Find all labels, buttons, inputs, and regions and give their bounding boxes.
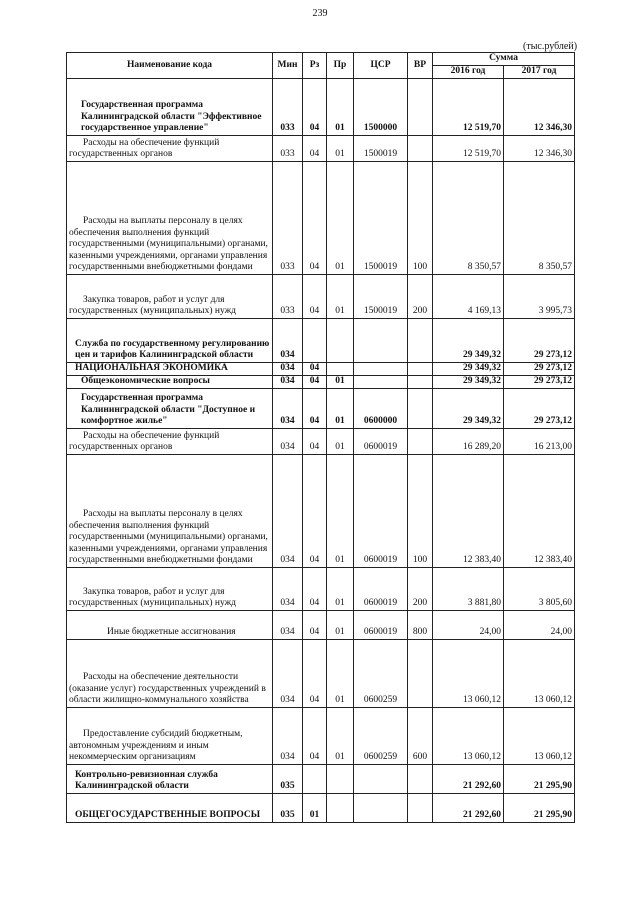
row-sum-2017: 29 273,12 [504, 362, 575, 375]
row-min: 034 [273, 610, 303, 639]
row-rz: 04 [303, 78, 327, 135]
row-name: Расходы на выплаты персоналу в целях обеспечения выполнения функций государственными (муниципальными) органами, казенными учреждениями, органами управления государственными внебюджетными фондами [67, 454, 273, 567]
row-csr: 1500000 [354, 78, 408, 135]
row-sum-2017: 21 295,90 [504, 764, 575, 793]
row-vr [408, 639, 433, 707]
row-rz: 04 [303, 135, 327, 161]
row-vr: 600 [408, 707, 433, 764]
row-csr: 1500019 [354, 161, 408, 274]
row-vr [408, 135, 433, 161]
row-sum-2016: 24,00 [433, 610, 504, 639]
page-number: 239 [312, 8, 328, 19]
row-min: 035 [273, 793, 303, 822]
row-vr [408, 375, 433, 388]
row-pr: 01 [327, 610, 354, 639]
header-pr: Пр [327, 53, 354, 79]
table-row [67, 567, 575, 610]
row-csr: 1500019 [354, 274, 408, 318]
row-rz [303, 764, 327, 793]
row-pr [327, 793, 354, 822]
row-csr [354, 764, 408, 793]
row-sum-2017: 8 350,57 [504, 161, 575, 274]
row-min: 033 [273, 161, 303, 274]
row-sum-2016: 16 289,20 [433, 428, 504, 454]
row-min: 034 [273, 707, 303, 764]
row-sum-2017: 3 995,73 [504, 274, 575, 318]
table-row [67, 375, 575, 388]
row-rz: 04 [303, 161, 327, 274]
row-csr [354, 362, 408, 375]
row-sum-2017: 24,00 [504, 610, 575, 639]
row-pr: 01 [327, 78, 354, 135]
row-sum-2016: 4 169,13 [433, 274, 504, 318]
row-rz: 04 [303, 610, 327, 639]
row-csr [354, 793, 408, 822]
header-2017: 2017 год [504, 65, 575, 78]
row-pr [327, 764, 354, 793]
row-pr [327, 318, 354, 362]
row-sum-2017: 12 383,40 [504, 454, 575, 567]
row-min: 034 [273, 567, 303, 610]
row-rz: 04 [303, 707, 327, 764]
header-sum: Сумма [433, 53, 575, 66]
row-sum-2017: 21 295,90 [504, 793, 575, 822]
row-sum-2016: 8 350,57 [433, 161, 504, 274]
row-csr: 0600259 [354, 639, 408, 707]
header-min: Мин [273, 53, 303, 79]
table-row [67, 362, 575, 375]
header-csr: ЦСР [354, 53, 408, 79]
row-min: 033 [273, 78, 303, 135]
row-csr: 0600019 [354, 610, 408, 639]
row-sum-2017: 3 805,60 [504, 567, 575, 610]
row-vr [408, 764, 433, 793]
row-min: 034 [273, 454, 303, 567]
row-sum-2016: 13 060,12 [433, 707, 504, 764]
row-name: Расходы на обеспечение функций государственных органов [67, 135, 273, 161]
row-sum-2016: 12 519,70 [433, 135, 504, 161]
row-sum-2016: 3 881,80 [433, 567, 504, 610]
row-csr: 0600259 [354, 707, 408, 764]
row-csr: 1500019 [354, 135, 408, 161]
row-sum-2017: 12 346,30 [504, 78, 575, 135]
row-vr: 200 [408, 274, 433, 318]
table-row [67, 454, 575, 567]
header-name: Наименование кода [67, 53, 273, 79]
row-pr: 01 [327, 639, 354, 707]
row-sum-2016: 21 292,60 [433, 793, 504, 822]
row-name: Иные бюджетные ассигнования [67, 610, 273, 639]
row-csr: 0600000 [354, 388, 408, 428]
table-row [67, 610, 575, 639]
table-row [67, 793, 575, 822]
row-name: Расходы на обеспечение деятельности (оказание услуг) государственных учреждений в области жилищно-коммунального хозяйства [67, 639, 273, 707]
row-pr: 01 [327, 428, 354, 454]
row-rz: 04 [303, 388, 327, 428]
row-csr: 0600019 [354, 428, 408, 454]
row-name: Государственная программа Калининградской области "Доступное и комфортное жилье" [67, 388, 273, 428]
row-name: Предоставление субсидий бюджетным, автономным учреждениям и иным некоммерческим организациям [67, 707, 273, 764]
table-row [67, 318, 575, 362]
row-sum-2016: 12 519,70 [433, 78, 504, 135]
row-sum-2017: 12 346,30 [504, 135, 575, 161]
row-rz: 04 [303, 428, 327, 454]
row-rz: 04 [303, 454, 327, 567]
row-rz: 04 [303, 274, 327, 318]
row-rz: 04 [303, 375, 327, 388]
row-vr [408, 78, 433, 135]
row-rz: 04 [303, 639, 327, 707]
row-vr: 200 [408, 567, 433, 610]
table-row [67, 764, 575, 793]
row-name: НАЦИОНАЛЬНАЯ ЭКОНОМИКА [67, 362, 273, 375]
table-row [67, 707, 575, 764]
row-pr: 01 [327, 161, 354, 274]
table-row [67, 388, 575, 428]
row-name: Закупка товаров, работ и услуг для государственных (муниципальных) нужд [67, 567, 273, 610]
row-csr [354, 375, 408, 388]
row-pr [327, 362, 354, 375]
row-csr: 0600019 [354, 567, 408, 610]
table-row [67, 274, 575, 318]
row-sum-2016: 12 383,40 [433, 454, 504, 567]
row-pr: 01 [327, 135, 354, 161]
row-name: Расходы на обеспечение функций государственных органов [67, 428, 273, 454]
row-min: 033 [273, 274, 303, 318]
table-row [67, 639, 575, 707]
row-rz: 04 [303, 362, 327, 375]
row-name: Государственная программа Калининградской области "Эффективное государственное управление" [67, 78, 273, 135]
row-vr [408, 793, 433, 822]
row-sum-2017: 29 273,12 [504, 318, 575, 362]
row-pr: 01 [327, 274, 354, 318]
table-row [67, 78, 575, 135]
row-csr: 0600019 [354, 454, 408, 567]
table-row [67, 161, 575, 274]
row-sum-2016: 13 060,12 [433, 639, 504, 707]
row-rz: 04 [303, 567, 327, 610]
row-name: Общеэкономические вопросы [67, 375, 273, 388]
row-sum-2016: 21 292,60 [433, 764, 504, 793]
row-vr: 100 [408, 454, 433, 567]
row-sum-2017: 13 060,12 [504, 707, 575, 764]
row-vr [408, 428, 433, 454]
row-sum-2017: 29 273,12 [504, 375, 575, 388]
row-sum-2016: 29 349,32 [433, 362, 504, 375]
row-pr: 01 [327, 567, 354, 610]
table-row [67, 135, 575, 161]
row-sum-2016: 29 349,32 [433, 318, 504, 362]
row-min: 034 [273, 362, 303, 375]
row-sum-2017: 16 213,00 [504, 428, 575, 454]
row-name: Служба по государственному регулированию цен и тарифов Калининградской области [67, 318, 273, 362]
row-pr: 01 [327, 375, 354, 388]
row-min: 034 [273, 318, 303, 362]
row-sum-2017: 29 273,12 [504, 388, 575, 428]
row-min: 034 [273, 639, 303, 707]
row-name: ОБЩЕГОСУДАРСТВЕННЫЕ ВОПРОСЫ [67, 793, 273, 822]
row-name: Расходы на выплаты персоналу в целях обеспечения выполнения функций государственными (муниципальными) органами, казенными учреждениями, органами управления государственными внебюджетными фондами [67, 161, 273, 274]
row-sum-2016: 29 349,32 [433, 388, 504, 428]
header-2016: 2016 год [433, 65, 504, 78]
row-rz [303, 318, 327, 362]
row-sum-2016: 29 349,32 [433, 375, 504, 388]
row-name: Закупка товаров, работ и услуг для государственных (муниципальных) нужд [67, 274, 273, 318]
row-vr: 100 [408, 161, 433, 274]
row-vr [408, 362, 433, 375]
row-vr [408, 318, 433, 362]
row-csr [354, 318, 408, 362]
budget-table [66, 52, 575, 823]
row-pr: 01 [327, 454, 354, 567]
units-label: (тыс.рублей) [523, 41, 578, 52]
row-vr: 800 [408, 610, 433, 639]
row-vr [408, 388, 433, 428]
table-row [67, 428, 575, 454]
row-pr: 01 [327, 388, 354, 428]
row-min: 034 [273, 428, 303, 454]
header-rz: Рз [303, 53, 327, 79]
row-name: Контрольно-ревизионная служба Калининградской области [67, 764, 273, 793]
row-rz: 01 [303, 793, 327, 822]
row-min: 035 [273, 764, 303, 793]
row-min: 034 [273, 375, 303, 388]
row-min: 033 [273, 135, 303, 161]
row-pr: 01 [327, 707, 354, 764]
row-sum-2017: 13 060,12 [504, 639, 575, 707]
header-vr: ВР [408, 53, 433, 79]
row-min: 034 [273, 388, 303, 428]
